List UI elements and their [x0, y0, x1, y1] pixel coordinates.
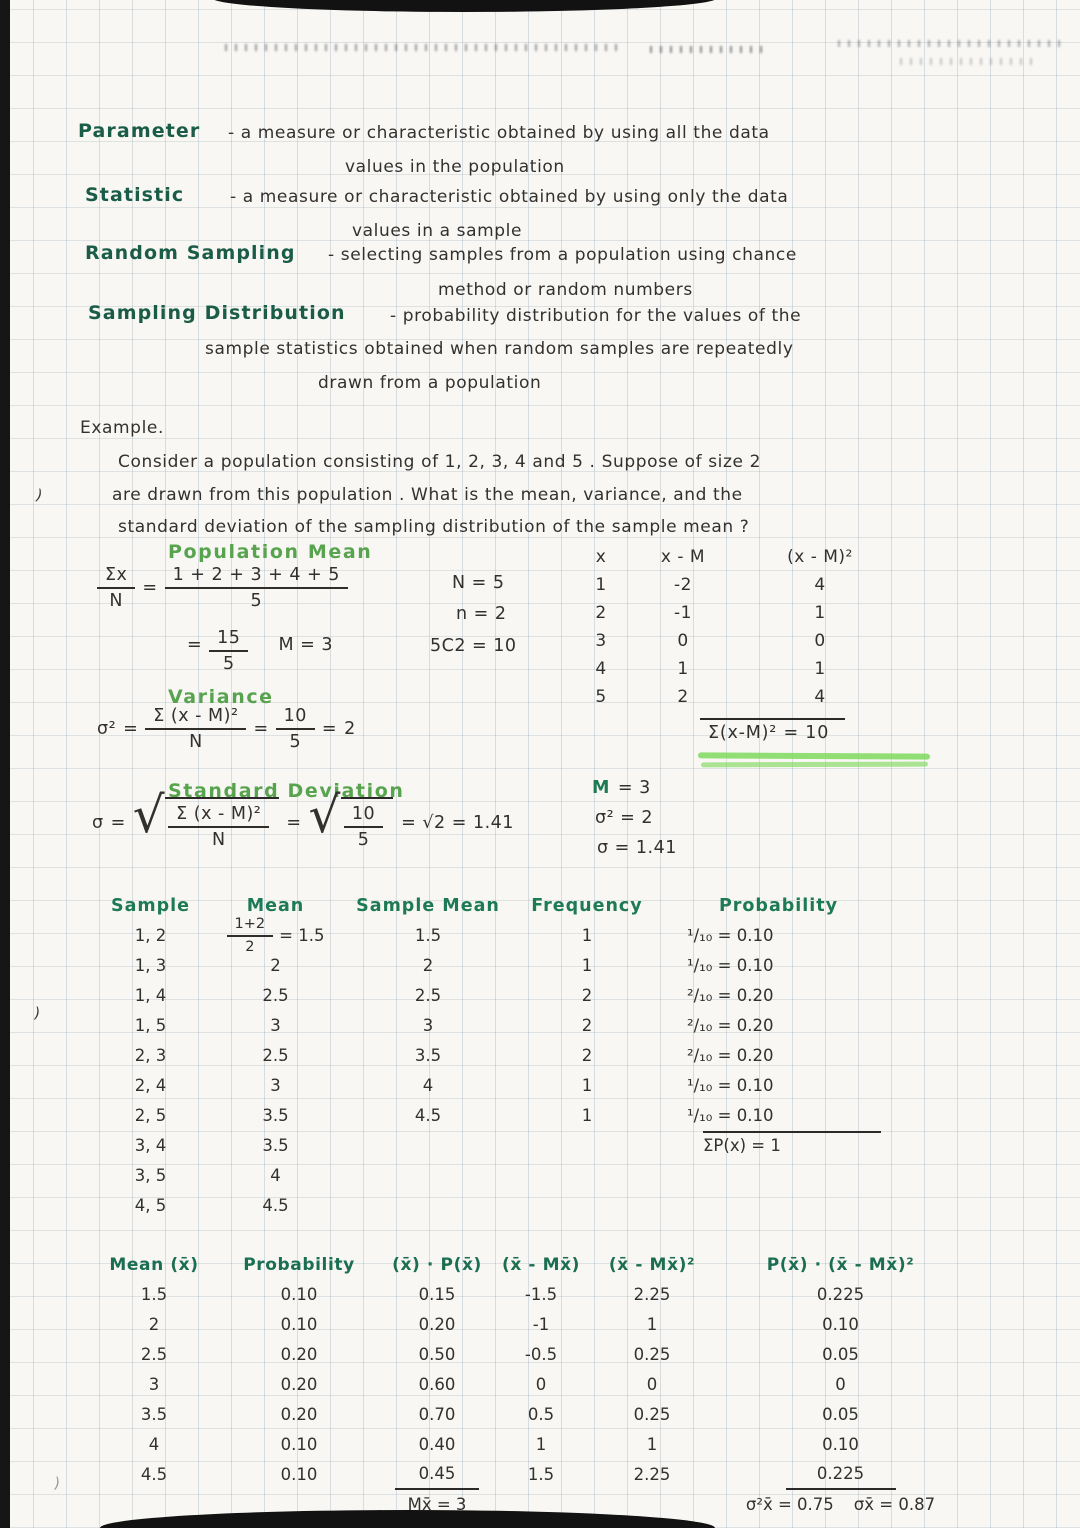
std-dev-result: = √2 = 1.41 — [401, 812, 514, 833]
table-cell: 2 — [581, 1046, 593, 1065]
table-cell: 2 — [270, 956, 281, 975]
variance-result: 2 — [344, 719, 356, 740]
bleed-through-smudge — [225, 44, 625, 51]
table-cell: 4 — [148, 1435, 160, 1454]
mean-value: M = 3 — [278, 635, 333, 655]
table-cell: 0.10 — [280, 1435, 318, 1454]
table-cell: -1.5 — [524, 1285, 558, 1304]
definition-text: method or random numbers — [438, 280, 693, 300]
definition-text: - a measure or characteristic obtained by using all the data — [228, 123, 770, 143]
table-cell: 3, 5 — [134, 1166, 167, 1185]
radical — [308, 786, 394, 851]
variance-and-sd-of-sample-means: σ²x̄ = 0.75 σx̄ = 0.87 — [745, 1495, 936, 1514]
table-cell: 3 — [270, 1016, 281, 1035]
deviation-table — [572, 547, 904, 715]
column-header: x — [595, 547, 607, 567]
table-cell: 0.25 — [633, 1405, 671, 1424]
std-dev-formula: σ = √ $\frac{\text{Σ (x - M)²}}{N}$ = √ $\frac{10}{5}$ = √2 = 1.41 — [92, 786, 514, 851]
sample-table — [93, 891, 896, 1221]
table-cell: 1 — [535, 1435, 547, 1454]
column-header: Sample Mean — [356, 896, 500, 916]
definition-term: Parameter — [78, 120, 201, 142]
green-highlight — [701, 762, 928, 768]
column-header: (x - M)² — [787, 547, 853, 567]
table-cell: ¹/₁₀ = 0.10 — [687, 956, 774, 975]
table-cell: 2.5 — [262, 1046, 289, 1065]
column-header: Frequency — [531, 896, 643, 916]
table-cell: 0.25 — [633, 1345, 671, 1364]
fraction: $\frac{\text{Σ (x - M)²}}{N}$ — [168, 804, 269, 850]
table-cell: 0.20 — [280, 1405, 318, 1424]
table-cell: 0.20 — [280, 1375, 318, 1394]
fraction: $\frac{15}{5}$ — [209, 628, 248, 674]
population-mean-result: = $\frac{15}{5}$ M = 3 — [187, 628, 333, 675]
table-cell: 1, 4 — [134, 986, 167, 1005]
table-cell: 0.45 — [395, 1460, 479, 1490]
table-cell: 2 — [422, 956, 434, 975]
table-cell: 2.25 — [633, 1285, 671, 1304]
table-cell: 3, 4 — [134, 1136, 167, 1155]
table-cell: 2 — [581, 1016, 593, 1035]
table-cell: -1 — [532, 1315, 550, 1334]
page-edge-left — [0, 0, 10, 1528]
probability-sum: ΣP(x) = 1 — [703, 1131, 881, 1159]
table-cell: 0.10 — [280, 1465, 318, 1484]
table-cell: 0.10 — [822, 1435, 859, 1454]
table-cell: 1 — [581, 926, 593, 945]
column-header: Probability — [718, 896, 839, 916]
table-cell: 0.225 — [816, 1285, 865, 1304]
column-header: x - M — [660, 547, 706, 567]
column-header: Probability — [243, 1255, 355, 1275]
table-cell: 4 — [270, 1166, 281, 1185]
definition-text: - selecting samples from a population using chance — [328, 245, 797, 265]
example-text: Consider a population consisting of 1, 2, 3, 4 and 5 . Suppose of size 2 — [118, 452, 762, 472]
table-cell: 1 — [677, 659, 689, 679]
table-cell: 0 — [677, 631, 689, 651]
table-cell: 1 — [581, 956, 593, 975]
table-cell: 3.5 — [140, 1405, 168, 1424]
n-sample: n = 2 — [456, 604, 507, 624]
table-cell: 4.5 — [262, 1196, 289, 1215]
table-cell: 0.10 — [280, 1315, 318, 1334]
column-header: (x̄ - Mx̄)² — [608, 1255, 696, 1275]
definition-text: drawn from a population — [318, 373, 542, 393]
table-cell: 1 — [814, 659, 826, 679]
table-cell: 1 — [581, 1106, 593, 1125]
table-cell: 0.05 — [822, 1345, 859, 1364]
table-cell: ¹/₁₀ = 0.10 — [687, 1106, 774, 1125]
table-cell: 2, 5 — [134, 1106, 167, 1125]
table-cell: 3.5 — [262, 1106, 289, 1125]
table-cell: 0 — [814, 631, 826, 651]
table-cell: ²/₁₀ = 0.20 — [687, 1046, 774, 1065]
table-cell — [661, 1131, 896, 1161]
fraction: $\frac{10}{5}$ — [344, 804, 383, 850]
stray-ink-mark: ) — [32, 1003, 42, 1023]
table-cell: 0.5 — [527, 1405, 555, 1424]
population-mean-title: Population Mean — [168, 541, 373, 563]
definition-term: Sampling Distribution — [88, 302, 346, 324]
fraction: $\frac{\Sigma x}{N}$ — [97, 565, 135, 611]
example-text: standard deviation of the sampling distribution of the sample mean ? — [118, 517, 750, 537]
combinations: 5C2 = 10 — [430, 636, 517, 656]
table-cell: 4.5 — [414, 1106, 442, 1125]
distribution-table — [93, 1250, 968, 1520]
deviation-sum: Σ(x-M)² = 10 — [700, 718, 845, 743]
table-cell: 1 — [646, 1315, 658, 1334]
radical-sign: √ — [308, 786, 341, 844]
summary-variance: σ² = 2 — [595, 808, 654, 828]
definition-text: - a measure or characteristic obtained by using only the data — [230, 187, 789, 207]
table-cell: 1 — [581, 1076, 593, 1095]
bleed-through-smudge — [838, 40, 1066, 47]
table-cell: 2 — [595, 603, 607, 623]
table-cell: 2, 3 — [134, 1046, 167, 1065]
definition-text: values in the population — [345, 157, 565, 177]
table-cell: 3 — [595, 631, 607, 651]
table-cell: 0.60 — [418, 1375, 456, 1394]
variance-title: Variance — [168, 686, 274, 708]
n-population: N = 5 — [452, 573, 505, 593]
column-header: Sample — [110, 896, 191, 916]
green-highlight — [698, 752, 930, 759]
table-cell: 1.5 — [140, 1285, 168, 1304]
table-cell: ¹/₁₀ = 0.10 — [687, 1076, 774, 1095]
definition-text: - probability distribution for the values of the — [390, 306, 802, 326]
definition-term: Random Sampling — [85, 242, 296, 264]
table-cell: 2 — [148, 1315, 160, 1334]
table-cell: -1 — [674, 603, 692, 623]
table-cell: 0 — [646, 1375, 658, 1394]
table-cell: ¹/₁₀ = 0.10 — [687, 926, 774, 945]
table-cell: 0.05 — [822, 1405, 859, 1424]
table-cell: 4 — [422, 1076, 434, 1095]
table-cell: 0.10 — [280, 1285, 318, 1304]
table-cell: 2 — [581, 986, 593, 1005]
fraction: $\frac{10}{5}$ — [276, 706, 315, 752]
table-cell: 1 — [646, 1435, 658, 1454]
example-text: are drawn from this population . What is the mean, variance, and the — [112, 485, 743, 505]
table-cell: ²/₁₀ = 0.20 — [687, 986, 774, 1005]
definition-text: values in a sample — [352, 221, 523, 241]
table-cell: 2.5 — [414, 986, 442, 1005]
bleed-through-smudge — [900, 58, 1040, 65]
table-cell: 4, 5 — [134, 1196, 167, 1215]
table-cell: 1 — [814, 603, 826, 623]
table-cell: 0 — [835, 1375, 846, 1394]
radical-sign: √ — [132, 786, 166, 844]
table-cell: 1, 3 — [134, 956, 167, 975]
table-cell: 4 — [595, 659, 607, 679]
table-cell: 0.10 — [822, 1315, 859, 1334]
mean-of-sample-means: Mx̄ = 3 — [407, 1495, 467, 1514]
table-cell: 0.15 — [418, 1285, 456, 1304]
table-cell: 0.70 — [418, 1405, 456, 1424]
table-cell: -2 — [674, 575, 692, 595]
table-cell: -0.5 — [524, 1345, 558, 1364]
fraction: $\frac{\text{Σ (x - M)²}}{N}$ — [145, 706, 246, 752]
definition-text: sample statistics obtained when random samples are repeatedly — [205, 339, 794, 359]
stray-ink-mark: ) — [52, 1473, 62, 1493]
table-cell: 1.5 — [414, 926, 442, 945]
table-cell: 2, 4 — [134, 1076, 167, 1095]
table-cell: 0.40 — [418, 1435, 456, 1454]
table-cell: 4.5 — [140, 1465, 168, 1484]
table-cell: 2.5 — [140, 1345, 168, 1364]
radical — [132, 786, 280, 851]
summary-std-dev: σ = 1.41 — [597, 838, 677, 858]
table-cell: 1, 2 — [134, 926, 167, 945]
population-mean-formula: $\frac{\Sigma x}{N}$ = $\frac{1 + 2 + 3 + 4 + 5}{5}$ — [97, 565, 348, 611]
table-cell: 0.20 — [418, 1315, 456, 1334]
table-cell: 1 — [595, 575, 607, 595]
table-cell: 4 — [814, 687, 826, 707]
std-dev-title: Standard Deviation — [168, 780, 405, 802]
table-cell: 2 — [677, 687, 689, 707]
column-header: P(x̄) · (x̄ - Mx̄)² — [766, 1255, 915, 1275]
column-header: Mean (x̄) — [109, 1255, 199, 1275]
table-cell: 1.5 — [527, 1465, 555, 1484]
table-cell: $\frac{1+2}{2}$ = 1.5 — [208, 921, 343, 951]
table-cell: 1, 5 — [134, 1016, 167, 1035]
table-cell: 0.225 — [786, 1460, 896, 1490]
example-label: Example. — [80, 418, 164, 438]
table-cell: 0 — [535, 1375, 547, 1394]
table-cell: 3 — [270, 1076, 281, 1095]
bleed-through-smudge — [650, 46, 768, 53]
table-cell: 0.20 — [280, 1345, 318, 1364]
table-cell: 4 — [814, 575, 826, 595]
column-header: (x̄ - Mx̄) — [501, 1255, 581, 1275]
column-header: Mean — [246, 896, 305, 916]
stray-ink-mark: ) — [33, 485, 45, 505]
table-cell: 3.5 — [414, 1046, 442, 1065]
table-cell: 2.5 — [262, 986, 289, 1005]
definition-term: Statistic — [85, 184, 185, 206]
table-cell: 0.50 — [418, 1345, 456, 1364]
table-cell: 3 — [422, 1016, 434, 1035]
table-cell: 3.5 — [262, 1136, 289, 1155]
page-edge-top-shadow — [212, 0, 717, 12]
variance-formula: σ² = $\frac{\text{Σ (x - M)²}}{N}$ = $\frac{10}{5}$ = 2 — [97, 706, 356, 753]
table-cell: 3 — [148, 1375, 160, 1394]
column-header: (x̄) · P(x̄) — [392, 1255, 482, 1275]
fraction: $\frac{1+2}{2}$ — [227, 916, 274, 955]
fraction: $\frac{1 + 2 + 3 + 4 + 5}{5}$ — [165, 565, 348, 611]
table-cell: 5 — [595, 687, 607, 707]
table-cell: 2.25 — [633, 1465, 671, 1484]
table-cell: ²/₁₀ = 0.20 — [687, 1016, 774, 1035]
summary-mean: M = 3 — [592, 778, 651, 798]
